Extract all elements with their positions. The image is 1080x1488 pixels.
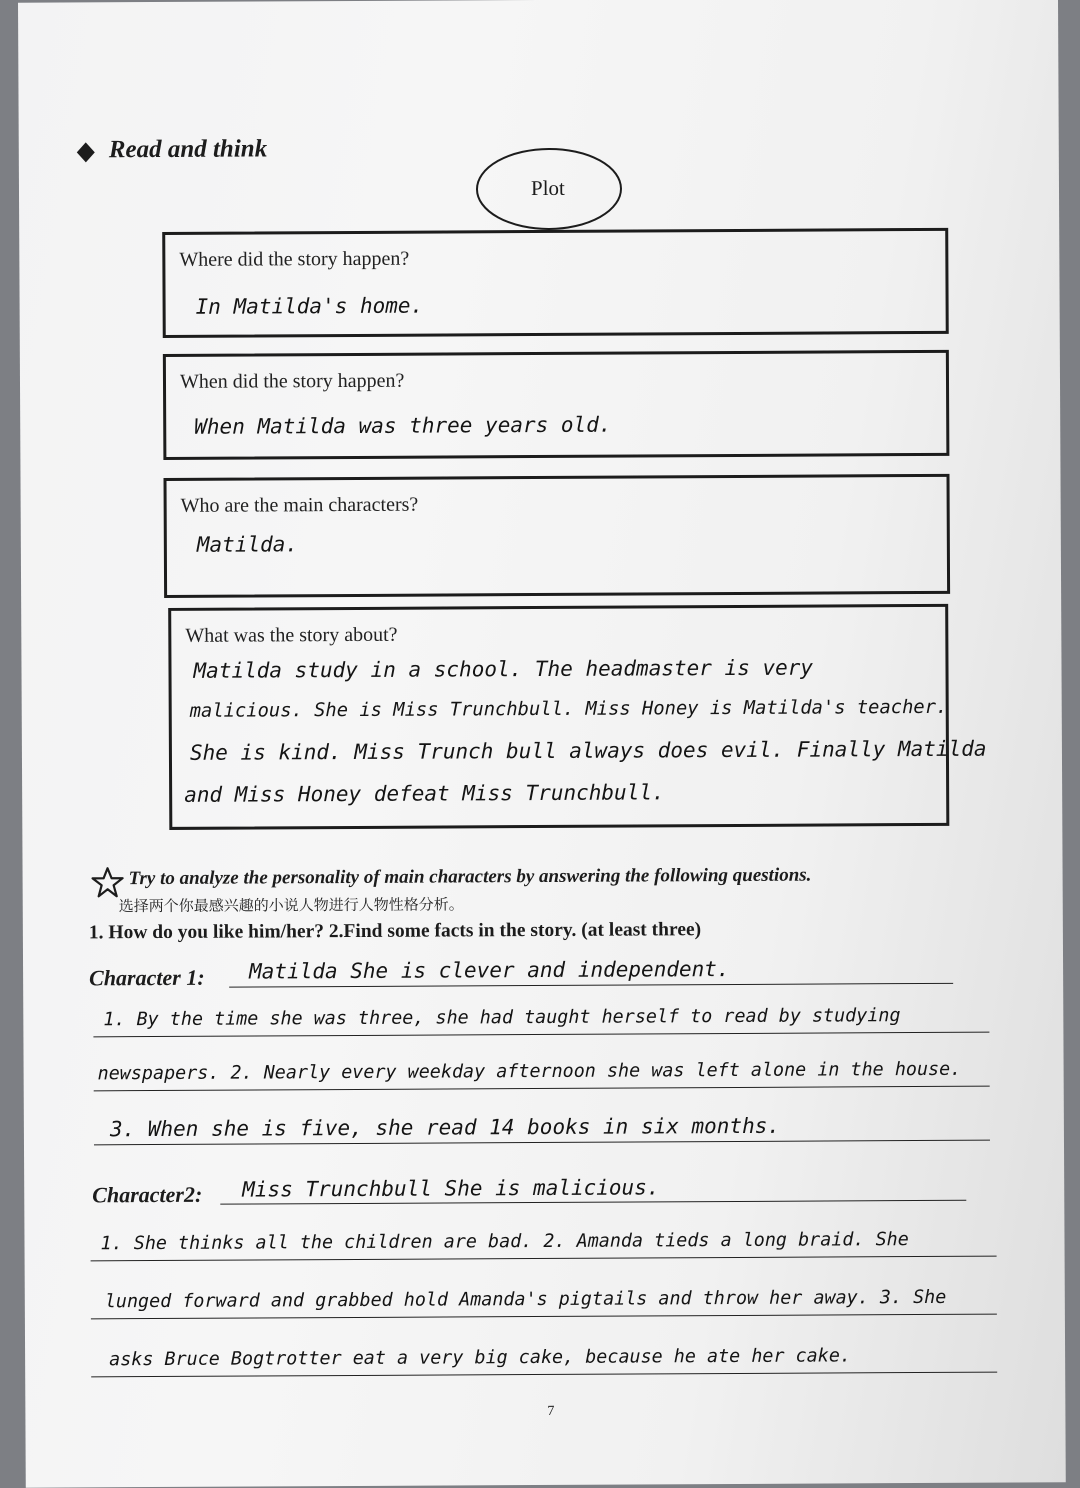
diamond-bullet-icon	[75, 140, 97, 164]
question-where: Where did the story happen?	[179, 247, 410, 271]
character-2-answer: Miss Trunchbull She is malicious.	[242, 1175, 660, 1202]
answer-who: Matilda.	[196, 532, 299, 557]
character-1-fact-1: 1. By the time she was three, she had taught herself to read by studying	[103, 1005, 901, 1031]
question-about: What was the story about?	[185, 623, 398, 647]
analysis-questions: 1. How do you like him/her? 2.Find some facts in the story. (at least three)	[88, 919, 702, 944]
character-2-fact-1: 1. She thinks all the children are bad. 2. Amanda tieds a long braid. She	[100, 1229, 909, 1255]
question-when: When did the story happen?	[179, 369, 405, 393]
answer-about-line-4: and Miss Honey defeat Miss Trunchbull.	[184, 780, 665, 807]
question-box-where	[162, 228, 949, 338]
worksheet-page	[18, 0, 1066, 1488]
character-2-fact-2: lunged forward and grabbed hold Amanda's pigtails and throw her away. 3. She	[104, 1286, 947, 1313]
answer-about-line-2: malicious. She is Miss Trunchbull. Miss Honey is Matilda's teacher.	[189, 696, 948, 722]
question-box-who	[163, 474, 950, 598]
analysis-instruction: Try to analyze the personality of main characters by answering the following questions.	[128, 864, 812, 890]
analysis-instruction-cn: 选择两个你最感兴趣的小说人物进行人物性格分析。	[118, 895, 464, 916]
star-icon	[91, 866, 125, 898]
section-title: Read and think	[108, 135, 268, 164]
question-who: Who are the main characters?	[180, 493, 419, 517]
character-1-fact-2: newspapers. 2. Nearly every weekday afternoon she was left alone in the house.	[97, 1058, 962, 1085]
answer-about-line-3: She is kind. Miss Trunch bull always does evil. Finally Matilda	[189, 736, 987, 765]
character-2-label: Character2:	[92, 1181, 203, 1208]
character-1-answer: Matilda She is clever and independent.	[249, 957, 730, 984]
question-box-when	[163, 350, 950, 460]
page-number: 7	[547, 1403, 555, 1419]
character-1-fact-3: 3. When she is five, she read 14 books in six months.	[109, 1113, 781, 1142]
character-2-fact-3: asks Bruce Bogtrotter eat a very big cake, because he ate her cake.	[109, 1345, 852, 1371]
answer-about-line-1: Matilda study in a school. The headmaster is very	[193, 655, 814, 683]
character-1-label: Character 1:	[89, 964, 205, 991]
answer-where: In Matilda's home.	[195, 293, 424, 319]
question-box-about	[168, 604, 987, 830]
answer-when: When Matilda was three years old.	[194, 412, 612, 439]
plot-label: Plot	[530, 175, 565, 201]
